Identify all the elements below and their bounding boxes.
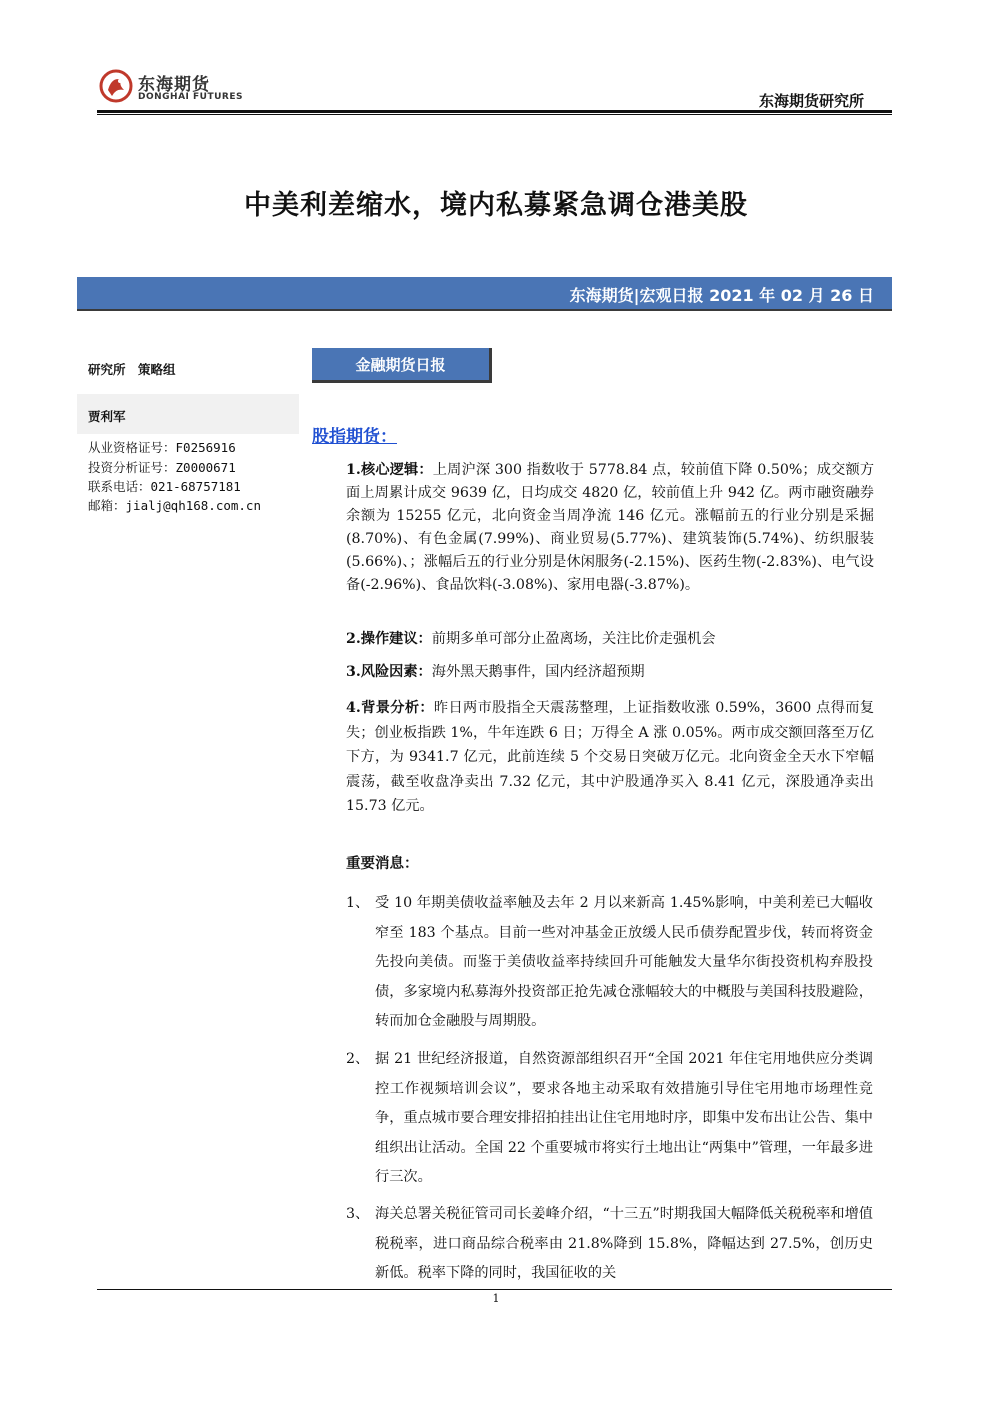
header-rule <box>97 110 892 113</box>
point-core-logic: 1.核心逻辑：上周沪深 300 指数收于 5778.84 点，较前值下降 0.50%；成交额方面上周累计成交 9639 亿，日均成交 4820 亿，较前值上升 942 亿。两市融资融券余额为 15255 亿元，北向资金当周净流 146 亿元。涨幅前五的行业分别是采掘(8.70%)、有色金属(7.99%)、商业贸易(5.77%)、建筑装饰(5.74%)、纺织服装(5.66%)、；涨幅后五的行业分别是休闲服务(-2.15%)、医药生物(-2.83%)、电气设备(-2.96%)、食品饮料(-3.08%)、家用电器(-3.87%)。 <box>346 462 875 593</box>
author-name: 贾利军 <box>88 409 126 424</box>
header-rule-thin <box>97 114 892 115</box>
report-title: 中美利差缩水，境内私募紧急调仓港美股 <box>244 190 748 221</box>
point-risk-factors: 3.风险因素：海外黑天鹅事件，国内经济超预期 <box>346 664 645 680</box>
qualification-number: 从业资格证号：F0256916 <box>88 440 236 455</box>
logo-en-text: DONGHAI FUTURES <box>138 92 243 102</box>
news-number: 3、 <box>346 1206 370 1222</box>
section-heading-index-futures: 股指期货： <box>312 427 397 447</box>
company-logo <box>98 68 298 108</box>
contact-phone: 联系电话：021-68757181 <box>88 479 241 494</box>
page-number: 1 <box>492 1292 500 1305</box>
dragon-logo-icon <box>98 68 134 104</box>
footer-rule <box>97 1289 892 1290</box>
news-item: 据 21 世纪经济报道，自然资源部组织召开“全国 2021 年住宅用地供应分类调控工作视频培训会议”，要求各地主动采取有效措施引导住宅用地市场理性竞争，重点城市要合理安排招拍挂出让住宅用地时序，即集中发布出让公告、集中组织出让活动。全国 22 个重要城市将实行土地出让“两集中”管理，一年最多进行三次。 <box>375 1051 873 1185</box>
news-item: 受 10 年期美债收益率触及去年 2 月以来新高 1.45%影响，中美利差已大幅收窄至 183 个基点。目前一些对冲基金正放缓人民币债券配置步伐，转而将资金先投向美债。而鉴于美债收益率持续回升可能触发大量华尔街投资机构弃股投债，多家境内私募海外投资部正抢先减仓涨幅较大的中概股与美国科技股避险，转而加仓金融股与周期股。 <box>375 895 873 1029</box>
report-type-text: 金融期货日报 <box>355 356 446 374</box>
banner-text: 东海期货|宏观日报 2021 年 02 月 26 日 <box>569 286 874 305</box>
news-number: 1、 <box>346 895 370 911</box>
section-heading-important-news: 重要消息： <box>346 855 419 872</box>
news-number: 2、 <box>346 1051 370 1067</box>
logo-cn-text: 东海期货 <box>138 75 210 95</box>
point-operation-advice: 2.操作建议：前期多单可部分止盈离场，关注比价走强机会 <box>346 631 716 647</box>
report-type-tag <box>312 348 492 383</box>
report-banner <box>77 277 892 311</box>
department-label: 研究所 策略组 <box>88 362 176 377</box>
point-background-analysis: 4.背景分析：昨日两市股指全天震荡整理，上证指数收涨 0.59%，3600 点得而复失；创业板指跌 1%，牛年连跌 6 日；万得全 A 涨 0.05%。两市成交额回落至万亿下方，为 9341.7 亿元，此前连续 5 个交易日突破万亿元。北向资金全天水下窄幅震荡，截至收盘净卖出 7.32 亿元，其中沪股通净买入 8.41 亿元，深股通净卖出 15.73 亿元。 <box>346 700 875 814</box>
contact-email[interactable]: 邮箱：jialj@qh168.com.cn <box>88 498 261 513</box>
news-item: 海关总署关税征管司司长姜峰介绍，“十三五”时期我国大幅降低关税税率和增值税税率，进口商品综合税率由 21.8%降到 15.8%，降幅达到 27.5%，创历史新低。税率下降的同时，我国征收的关 <box>375 1206 873 1281</box>
institute-name: 东海期货研究所 <box>758 92 864 110</box>
analyst-number: 投资分析证号：Z0000671 <box>88 460 236 475</box>
